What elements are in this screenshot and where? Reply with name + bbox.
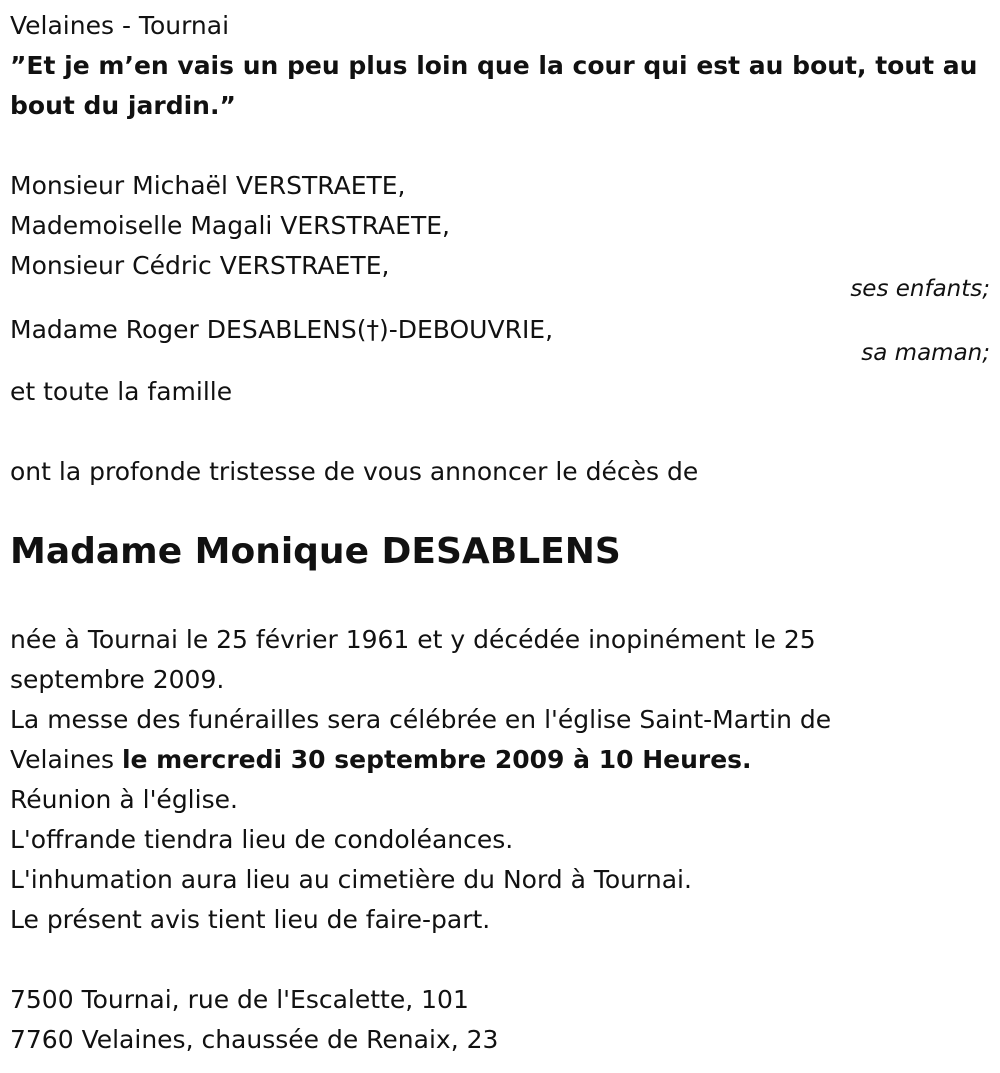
- burial-line: L'inhumation aura lieu au cimetière du Nord à Tournai.: [10, 865, 692, 894]
- children-role: ses enfants;: [850, 276, 990, 302]
- mass-line-2-prefix: Velaines: [10, 745, 122, 774]
- child-1: Monsieur Michaël VERSTRAETE,: [10, 171, 406, 200]
- announcement-intro: ont la profonde tristesse de vous annoncer le décès de: [10, 457, 699, 486]
- mother-role: sa maman;: [861, 340, 990, 366]
- address-2: 7760 Velaines, chaussée de Renaix, 23: [10, 1025, 499, 1054]
- birth-death-line-1: née à Tournai le 25 février 1961 et y décédée inopinément le 25: [10, 625, 816, 654]
- child-3: Monsieur Cédric VERSTRAETE,: [10, 251, 390, 280]
- mass-datetime: le mercredi 30 septembre 2009 à 10 Heures.: [121, 745, 752, 774]
- notice-line: Le présent avis tient lieu de faire-part.: [10, 905, 491, 934]
- mother-name: Madame Roger DESABLENS(†)-DEBOUVRIE,: [10, 315, 554, 344]
- offering-line: L'offrande tiendra lieu de condoléances.: [10, 825, 514, 854]
- address-1: 7500 Tournai, rue de l'Escalette, 101: [10, 985, 469, 1014]
- mass-line-2: [10, 740, 752, 780]
- deceased-name: Madame Monique DESABLENS: [10, 531, 621, 572]
- obituary-notice: [10, 0, 990, 1073]
- extended-family: et toute la famille: [10, 377, 233, 406]
- epigraph-quote: ”Et je m’en vais un peu plus loin que la cour qui est au bout, tout au bout du jardin.”: [10, 51, 978, 120]
- meeting-line: Réunion à l'église.: [10, 785, 238, 814]
- child-2: Mademoiselle Magali VERSTRAETE,: [10, 211, 450, 240]
- birth-death-line-2: septembre 2009.: [10, 665, 225, 694]
- mass-line-1: La messe des funérailles sera célébrée en l'église Saint-Martin de: [10, 705, 832, 734]
- location-header: Velaines - Tournai: [10, 11, 230, 40]
